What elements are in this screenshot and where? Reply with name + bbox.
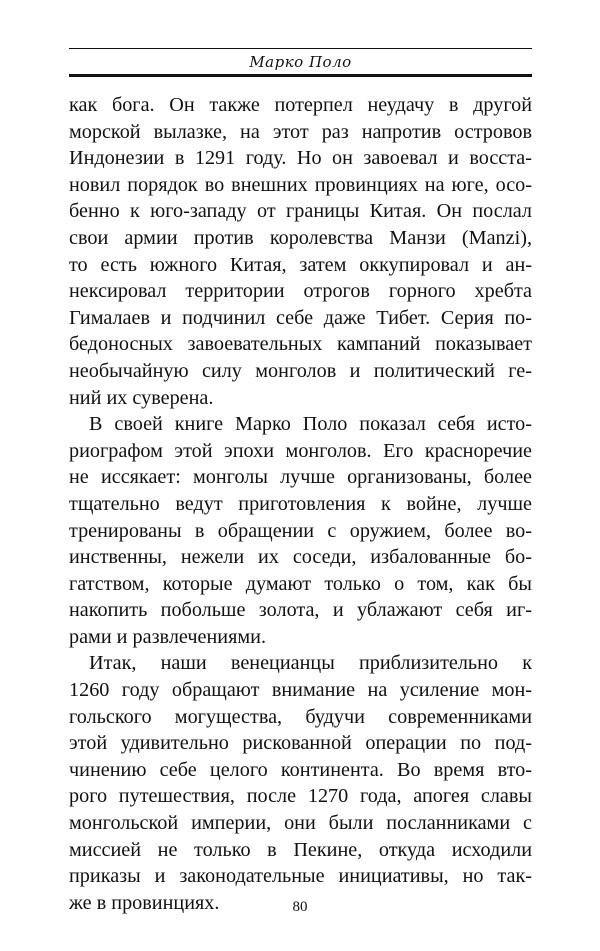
text-line: накопить побольше золота, и ублажают себя иг- (69, 599, 532, 622)
text-line: ний их суверена. (69, 386, 214, 409)
paragraph (69, 411, 532, 650)
text-line: необычайную силу монголов и политический ге- (69, 359, 532, 382)
header-rule-bottom (69, 74, 532, 77)
text-line: тренированы в обращении с оружием, более во- (69, 519, 532, 542)
text-line: Индонезии в 1291 году. Но он завоевал и восста- (69, 147, 532, 170)
text-line: рами и развлечениями. (69, 625, 266, 648)
body-text (69, 92, 532, 916)
text-line: чинению себе целого континента. Во время вто- (69, 758, 532, 781)
text-line: морской вылазке, на этот раз напротив островов (69, 120, 532, 143)
text-line: нексировал территории отрогов горного хребта (69, 280, 532, 303)
text-line: миссией не только в Пекине, откуда исходили (69, 838, 532, 861)
running-head-title: Марко Поло (249, 53, 352, 71)
paragraph (69, 92, 532, 411)
text-line: бедоносных завоевательных кампаний показывает (69, 333, 532, 356)
text-line: свои армии против королевства Манзи (Manzi), (69, 226, 532, 249)
text-line: бенно к юго-западу от границы Китая. Он послал (69, 200, 532, 223)
text-line: 1260 году обращают внимание на усиление мон- (69, 679, 532, 702)
text-line: новил порядок во внешних провинциях на юге, осо- (69, 173, 532, 196)
text-line: то есть южного Китая, затем оккупировал и ан- (69, 253, 532, 276)
text-line: же в провинциях. (69, 891, 220, 914)
running-header (69, 48, 532, 78)
text-line: гольского могущества, будучи современниками (69, 705, 532, 728)
text-line: приказы и законодательные инициативы, но так- (69, 865, 532, 888)
text-line: Итак, наши венецианцы приблизительно к (89, 652, 532, 675)
paragraph (69, 650, 532, 916)
text-line: инственны, нежели их соседи, избалованные бо- (69, 546, 532, 569)
text-line: гатством, которые думают только о том, как бы (69, 572, 532, 595)
page-number: 80 (292, 899, 308, 915)
text-line: как бога. Он также потерпел неудачу в другой (69, 94, 532, 116)
text-line: рого путешествия, после 1270 года, апогея славы (69, 785, 532, 808)
text-line: не иссякает: монголы лучше организованы, более (69, 466, 532, 489)
text-line: этой удивительно рискованной операции по под- (69, 732, 532, 755)
text-line: тщательно ведут приготовления к войне, лучше (69, 492, 532, 515)
text-line: риографом этой эпохи монголов. Его красноречие (69, 439, 532, 462)
text-line: В своей книге Марко Поло показал себя исто- (89, 413, 532, 436)
text-line: Гималаев и подчинил себе даже Тибет. Серия по- (69, 306, 532, 329)
header-rule-top (69, 48, 532, 49)
text-line: монгольской империи, они были посланниками с (69, 812, 532, 835)
